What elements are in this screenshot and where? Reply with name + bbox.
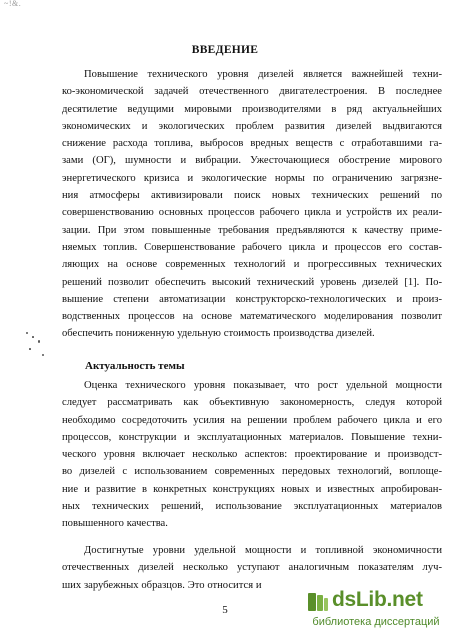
- text-line: ния атмосферы активизировали поиск новых технических решений по: [62, 190, 442, 202]
- text-line: Повышение технического уровня дизелей является важнейшей техни-: [84, 69, 442, 80]
- text-line: ние и развитие в конкретных конструкциях новых и известных апробирован-: [62, 483, 442, 495]
- text-line: вышение степени автоматизации конструкторско-технологических и произ-: [62, 293, 442, 305]
- corner-scan-mark: ~!&.: [4, 0, 22, 8]
- section-heading-actuality: Актуальность темы: [85, 360, 185, 372]
- scan-specks: [24, 328, 54, 378]
- last-paragraph: [62, 542, 442, 594]
- dslib-logo-icon: [306, 590, 330, 614]
- text-line: ческого уровня включает несколько аспектов: проектирование и производст-: [62, 449, 442, 461]
- text-line: Достигнутые уровни удельной мощности и топливной экономичности: [84, 545, 442, 556]
- watermark-tagline: библиотека диссертаций: [312, 616, 440, 628]
- text-line: ко-экономической задачей отечественного двигателестроения. В последнее: [62, 86, 442, 98]
- text-line: энергетического кризиса и экологические нормы по ограничению загрязне-: [62, 172, 442, 184]
- text-line: экономических и экологических проблем развития дизелей выдвигаются: [62, 120, 442, 132]
- text-line: во дизелей с использованием современных передовых технологий, воплоще-: [62, 466, 442, 478]
- text-line: снижение расхода топлива, выбросов вредных веществ с отработавшими га-: [62, 138, 442, 150]
- page-title: ВВЕДЕНИЕ: [191, 44, 259, 56]
- text-line: обеспечить пониженную удельную стоимость производства дизелей.: [62, 328, 375, 340]
- text-line: няемых топлив. Совершенствование рабочего цикла и процессов его состав-: [62, 241, 442, 253]
- text-line: отечественных дизелей несколько уступают аналогичным показателям луч-: [62, 562, 442, 574]
- text-line: Оценка технического уровня показывает, что рост удельной мощности: [84, 380, 442, 391]
- intro-paragraph: [62, 66, 442, 343]
- text-line: совершенствованию основных процессов рабочего цикла и устройств их реали-: [62, 207, 442, 219]
- text-line: зации. При этом повышенные требования предъявляются к качеству приме-: [62, 224, 442, 236]
- text-line: следует рассматривать как объективную закономерность, следуя которой: [62, 397, 442, 409]
- text-line: решений позволит обеспечить высокий технический уровень дизелей [1]. По-: [62, 276, 442, 288]
- text-line: водственных процессов на основе математического моделирования позволит: [62, 311, 442, 323]
- page-number: 5: [222, 604, 228, 616]
- text-line: процессов, конструкции и эксплуатационных материалов. Повышение техни-: [62, 431, 442, 443]
- text-line: необходимо сосредоточить усилия на решении проблем рабочего цикла и его: [62, 414, 442, 426]
- text-line: зами (ОГ), шумности и вибрации. Ужесточающиеся обострение мирового: [62, 155, 442, 167]
- text-line: повышенного качества.: [62, 518, 168, 530]
- watermark-name: dsLib.net: [332, 588, 423, 611]
- text-line: десятилетие ведущими мировыми производителями в ряд актуальнейших: [62, 103, 442, 115]
- text-line: ших зарубежных образцов. Это относится и: [62, 579, 262, 591]
- text-line: ных технических решений, использование эксплуатационных материалов: [62, 501, 442, 513]
- actuality-paragraph: [62, 377, 442, 533]
- dslib-watermark: [306, 590, 444, 632]
- text-line: ляющих на основе современных технологий и прогрессивных технических: [62, 259, 442, 271]
